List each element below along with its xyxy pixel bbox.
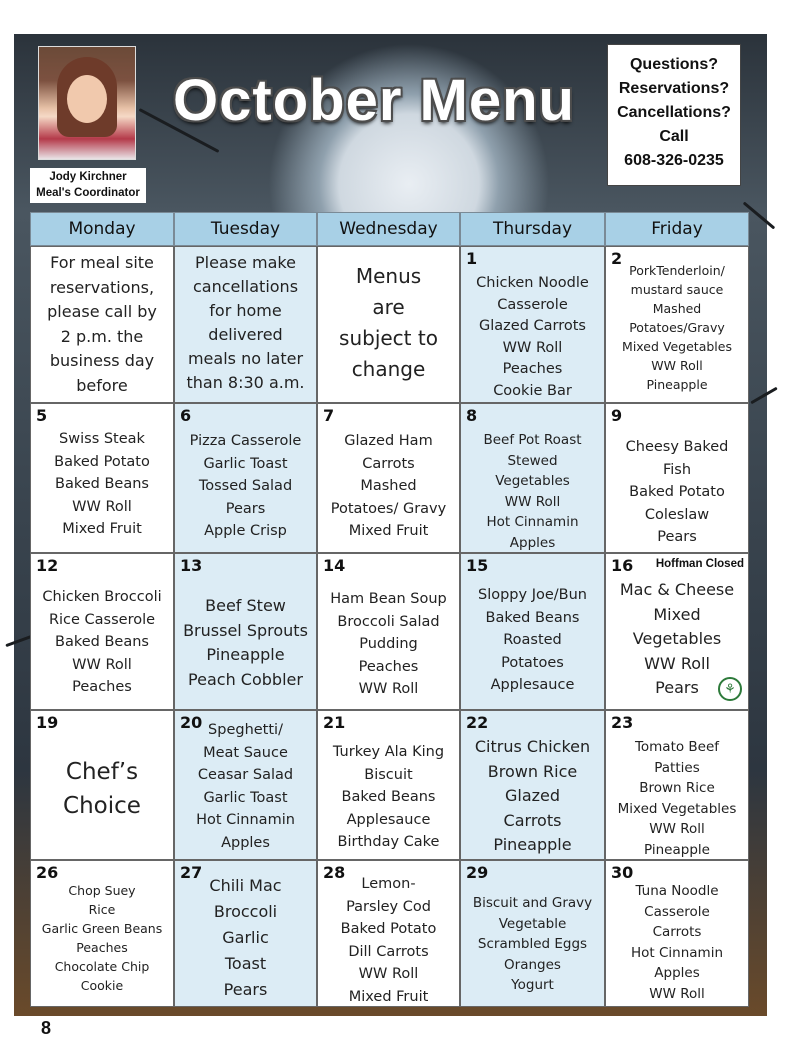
menu-day-cell: [30, 403, 174, 553]
menu-day-cell: [317, 403, 460, 553]
meal-items: Chicken Broccoli Rice Casserole Baked Beans WW Roll Peaches: [42, 589, 162, 695]
contact-box: [607, 44, 741, 186]
day-number: 6: [180, 406, 192, 425]
photo-face: [67, 75, 107, 123]
contact-line: Call: [659, 128, 689, 145]
day-number: 2: [611, 249, 623, 268]
day-header-friday: Friday: [605, 212, 749, 246]
menu-day-cell: [174, 246, 317, 403]
meal-items: Citrus Chicken Brown Rice Glazed Carrots Pineapple: [474, 737, 591, 854]
meal-items: Glazed Ham Carrots Mashed Potatoes/ Gravy Mixed Fruit: [330, 433, 447, 539]
menu-poster: [14, 34, 767, 1038]
day-number: 22: [466, 713, 489, 732]
meal-items: Chicken Noodle Casserole Glazed Carrots WW Roll Peaches Cookie Bar: [476, 275, 589, 399]
day-number: 5: [36, 406, 48, 425]
day-number: 20: [180, 713, 203, 732]
meal-items: Tomato Beef Patties Brown Rice Mixed Vegetables WW Roll Pineapple: [617, 739, 737, 858]
menu-day-cell: [460, 553, 605, 710]
meal-items: PorkTenderloin/ mustard sauce Mashed Potatoes/Gravy Mixed Vegetables WW Roll Pineapple: [622, 263, 732, 392]
meal-items: Chop Suey Rice Garlic Green Beans Peaches Chocolate Chip Cookie: [41, 883, 163, 993]
menu-day-cell: [30, 246, 174, 403]
meal-items: Lemon- Parsley Cod Baked Potato Dill Carrots WW Roll Mixed Fruit: [340, 876, 437, 1005]
meal-items: Menus are subject to change: [339, 264, 438, 381]
coordinator-photo: [38, 46, 136, 160]
menu-day-cell: [174, 710, 317, 860]
tree-branch-decoration: [750, 387, 777, 405]
day-number: 29: [466, 863, 489, 882]
coordinator-name: Jody Kirchner: [49, 171, 127, 183]
day-number: 14: [323, 556, 346, 575]
day-number: 16: [611, 556, 634, 575]
menu-day-cell: [460, 403, 605, 553]
meal-items: Beef Stew Brussel Sprouts Pineapple Peach Cobbler: [183, 596, 308, 689]
menu-day-cell: [605, 403, 749, 553]
page-number: 8: [41, 1018, 52, 1038]
meal-items: Swiss Steak Baked Potato Baked Beans WW Roll Mixed Fruit: [54, 431, 150, 537]
meal-items: Ham Bean Soup Broccoli Salad Pudding Peaches WW Roll: [330, 591, 447, 697]
meal-items: Mac & Cheese Mixed Vegetables WW Roll Pears: [619, 580, 735, 697]
menu-day-cell: [605, 710, 749, 860]
menu-day-cell: [605, 553, 749, 710]
day-number: 28: [323, 863, 346, 882]
meal-items: Tuna Noodle Casserole Carrots Hot Cinnamin Apples WW Roll: [630, 883, 723, 1002]
menu-calendar-grid: [30, 212, 749, 1007]
menu-day-cell: [174, 403, 317, 553]
menu-day-cell: [30, 553, 174, 710]
meal-items: Chili Mac Broccoli Garlic Toast Pears: [209, 876, 282, 999]
menu-day-cell: [460, 710, 605, 860]
menu-day-cell: [605, 860, 749, 1007]
menu-day-cell: [460, 860, 605, 1007]
meal-items: Pizza Casserole Garlic Toast Tossed Salad Pears Apple Crisp: [189, 433, 302, 539]
coordinator-caption: [30, 168, 146, 203]
day-header-tuesday: Tuesday: [174, 212, 317, 246]
menu-day-cell: [317, 553, 460, 710]
meal-items: Please make cancellations for home delivered meals no later than 8:30 a.m.: [186, 253, 305, 392]
day-header-thursday: Thursday: [460, 212, 605, 246]
menu-day-cell: [174, 860, 317, 1007]
coordinator-role: Meal's Coordinator: [36, 187, 140, 199]
meal-items: Turkey Ala King Biscuit Baked Beans Applesauce Birthday Cake: [332, 744, 445, 850]
contact-line: Reservations?: [618, 80, 730, 97]
meal-items: Biscuit and Gravy Vegetable Scrambled Eggs Oranges Yogurt: [472, 895, 593, 993]
day-number: 1: [466, 249, 478, 268]
day-number: 8: [466, 406, 478, 425]
day-number: 9: [611, 406, 623, 425]
day-number: 12: [36, 556, 59, 575]
menu-day-cell: [317, 246, 460, 403]
menu-day-cell: [317, 860, 460, 1007]
menu-day-cell: [174, 553, 317, 710]
day-number: 7: [323, 406, 335, 425]
day-header-wednesday: Wednesday: [317, 212, 460, 246]
day-number: 23: [611, 713, 634, 732]
menu-day-cell: [30, 860, 174, 1007]
meal-items: Beef Pot Roast Stewed Vegetables WW Roll Hot Cinnamin Apples: [483, 432, 582, 551]
contact-line: Cancellations?: [617, 104, 731, 121]
day-number: 19: [36, 713, 59, 732]
meal-items: Sloppy Joe/Bun Baked Beans Roasted Potatoes Applesauce: [478, 587, 587, 693]
meal-items: Chef’s Choice: [63, 759, 141, 819]
day-number: 26: [36, 863, 59, 882]
day-number: 13: [180, 556, 203, 575]
closure-note: Hoffman Closed: [655, 558, 744, 570]
meal-items: Cheesy Baked Fish Baked Potato Coleslaw Pears: [625, 439, 729, 545]
green-leaf-icon: ⚘: [718, 677, 742, 701]
meal-items: For meal site reservations, please call by 2 p.m. the business day before: [47, 253, 157, 395]
day-number: 15: [466, 556, 489, 575]
day-header-monday: Monday: [30, 212, 174, 246]
menu-day-cell: [460, 246, 605, 403]
contact-line: Questions?: [629, 56, 718, 73]
menu-day-cell: [30, 710, 174, 860]
menu-day-cell: [317, 710, 460, 860]
day-number: 21: [323, 713, 346, 732]
meal-items: Speghetti/ Meat Sauce Ceasar Salad Garlic Toast Hot Cinnamin Apples: [196, 722, 295, 851]
page-title: October Menu: [173, 68, 575, 133]
menu-day-cell: [605, 246, 749, 403]
day-number: 30: [611, 863, 634, 882]
contact-phone: 608-326-0235: [624, 152, 724, 169]
day-number: 27: [180, 863, 203, 882]
